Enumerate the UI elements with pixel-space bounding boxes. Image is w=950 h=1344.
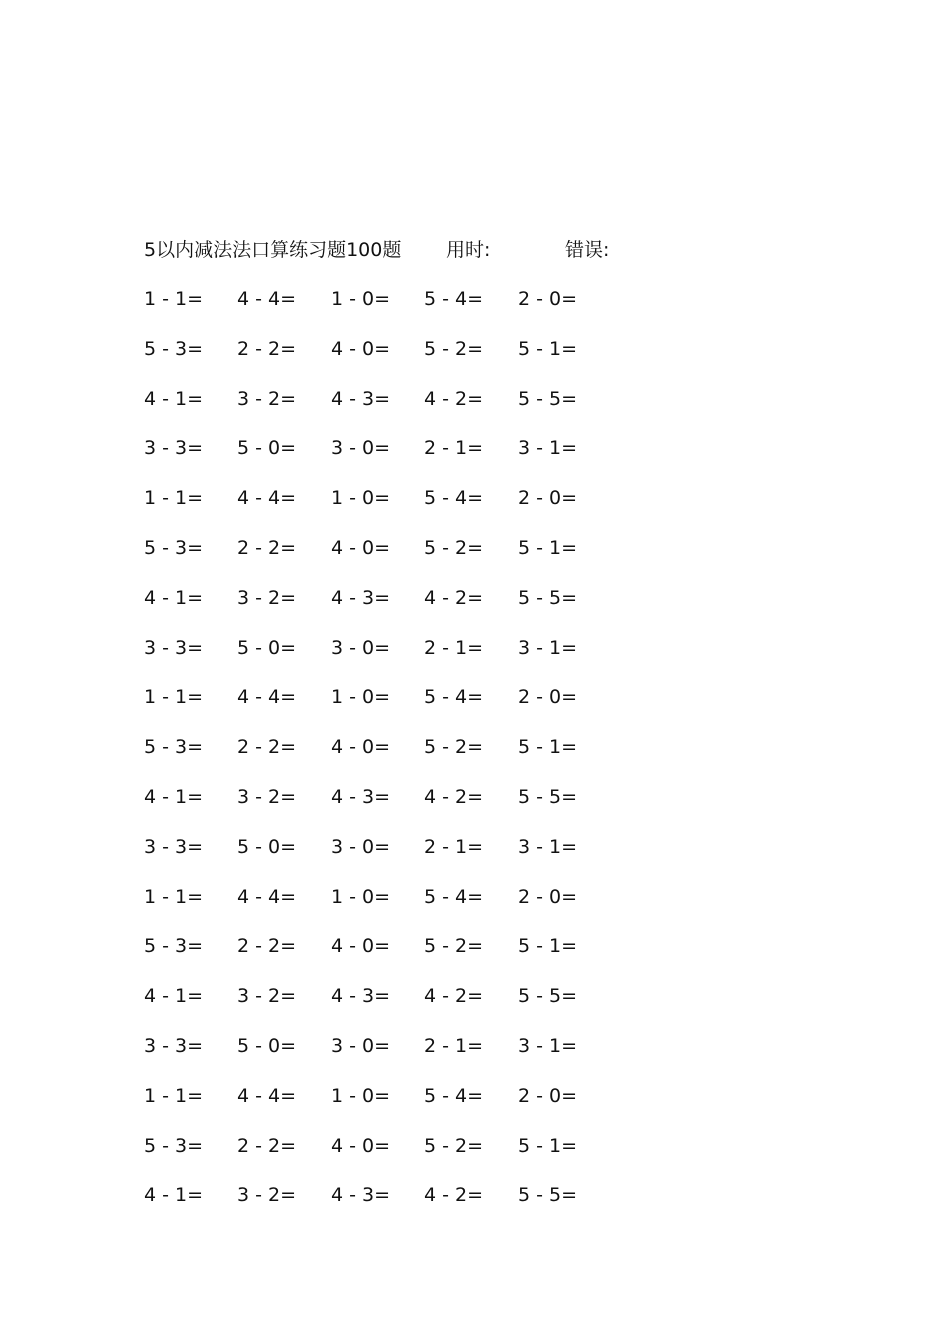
problem-item: 2 - 0=: [518, 1084, 578, 1107]
problem-item: 4 - 1=: [144, 1184, 204, 1207]
problem-item: 4 - 0=: [331, 337, 391, 360]
problem-item: 4 - 3=: [331, 985, 391, 1008]
problem-item: 5 - 4=: [424, 1084, 484, 1107]
problem-item: 5 - 3=: [144, 337, 204, 360]
problem-row: [144, 932, 624, 982]
problem-item: 5 - 1=: [518, 935, 578, 958]
problem-item: 1 - 0=: [331, 686, 391, 709]
problem-row: [144, 1082, 624, 1132]
problem-item: 5 - 2=: [424, 736, 484, 759]
problem-item: 5 - 3=: [144, 536, 204, 559]
problem-item: 1 - 1=: [144, 1084, 204, 1107]
problem-item: 4 - 0=: [331, 935, 391, 958]
problem-row: [144, 833, 624, 883]
problem-item: 2 - 2=: [237, 1134, 297, 1157]
problem-row: [144, 982, 624, 1032]
problem-row: [144, 733, 624, 783]
problem-item: 5 - 4=: [424, 288, 484, 310]
problem-item: 4 - 3=: [331, 1184, 391, 1207]
problem-item: 5 - 1=: [518, 736, 578, 759]
problem-item: 5 - 2=: [424, 935, 484, 958]
problem-grid: [144, 285, 624, 1231]
problem-item: 4 - 0=: [331, 1134, 391, 1157]
problem-row: [144, 584, 624, 634]
problem-item: 2 - 2=: [237, 935, 297, 958]
problem-item: 3 - 2=: [237, 387, 297, 410]
problem-item: 5 - 5=: [518, 1184, 578, 1207]
time-used-label: 用时:: [446, 239, 491, 261]
problem-item: 2 - 2=: [237, 337, 297, 360]
problem-item: 2 - 0=: [518, 487, 578, 510]
problem-item: 3 - 0=: [331, 835, 391, 858]
problem-item: 5 - 3=: [144, 935, 204, 958]
problem-item: 3 - 3=: [144, 835, 204, 858]
problem-item: 1 - 0=: [331, 288, 391, 310]
problem-item: 4 - 4=: [237, 885, 297, 908]
problem-item: 4 - 1=: [144, 785, 204, 808]
problem-item: 3 - 0=: [331, 1034, 391, 1057]
problem-item: 2 - 1=: [424, 835, 484, 858]
problem-row: [144, 335, 624, 385]
problem-item: 3 - 1=: [518, 437, 578, 460]
problem-item: 4 - 4=: [237, 1084, 297, 1107]
problem-item: 5 - 0=: [237, 437, 297, 460]
problem-item: 5 - 4=: [424, 487, 484, 510]
problem-item: 1 - 1=: [144, 686, 204, 709]
worksheet-title: 5以内减法法口算练习题100题: [144, 239, 402, 261]
problem-item: 4 - 3=: [331, 387, 391, 410]
problem-item: 1 - 1=: [144, 885, 204, 908]
problem-item: 5 - 2=: [424, 337, 484, 360]
problem-item: 3 - 2=: [237, 985, 297, 1008]
problem-item: 4 - 1=: [144, 985, 204, 1008]
problem-item: 5 - 2=: [424, 536, 484, 559]
problem-item: 4 - 1=: [144, 387, 204, 410]
problem-row: [144, 385, 624, 435]
problem-row: [144, 434, 624, 484]
problem-item: 2 - 2=: [237, 536, 297, 559]
problem-item: 5 - 5=: [518, 785, 578, 808]
problem-row: [144, 683, 624, 733]
problem-item: 4 - 2=: [424, 586, 484, 609]
problem-item: 4 - 0=: [331, 736, 391, 759]
problem-item: 5 - 2=: [424, 1134, 484, 1157]
problem-item: 3 - 3=: [144, 636, 204, 659]
problem-item: 3 - 2=: [237, 1184, 297, 1207]
problem-item: 4 - 2=: [424, 387, 484, 410]
problem-item: 2 - 0=: [518, 288, 578, 310]
problem-item: 5 - 5=: [518, 387, 578, 410]
problem-item: 1 - 0=: [331, 487, 391, 510]
problem-item: 3 - 0=: [331, 636, 391, 659]
problem-row: [144, 1181, 624, 1231]
problem-item: 5 - 1=: [518, 337, 578, 360]
problem-row: [144, 484, 624, 534]
problem-item: 2 - 1=: [424, 1034, 484, 1057]
problem-item: 3 - 3=: [144, 437, 204, 460]
problem-item: 4 - 2=: [424, 785, 484, 808]
problem-item: 5 - 3=: [144, 736, 204, 759]
problem-item: 4 - 4=: [237, 487, 297, 510]
problem-item: 5 - 0=: [237, 1034, 297, 1057]
problem-item: 1 - 0=: [331, 1084, 391, 1107]
problem-item: 1 - 1=: [144, 487, 204, 510]
problem-item: 4 - 3=: [331, 586, 391, 609]
problem-item: 3 - 3=: [144, 1034, 204, 1057]
problem-item: 5 - 3=: [144, 1134, 204, 1157]
errors-label: 错误:: [565, 239, 610, 261]
problem-item: 3 - 1=: [518, 835, 578, 858]
problem-item: 2 - 0=: [518, 885, 578, 908]
problem-item: 2 - 1=: [424, 437, 484, 460]
problem-item: 5 - 5=: [518, 586, 578, 609]
problem-row: [144, 783, 624, 833]
problem-item: 5 - 5=: [518, 985, 578, 1008]
problem-item: 1 - 0=: [331, 885, 391, 908]
problem-item: 2 - 2=: [237, 736, 297, 759]
problem-item: 3 - 0=: [331, 437, 391, 460]
problem-row: [144, 883, 624, 933]
problem-item: 5 - 0=: [237, 835, 297, 858]
problem-item: 5 - 1=: [518, 1134, 578, 1157]
problem-item: 4 - 4=: [237, 686, 297, 709]
problem-item: 4 - 2=: [424, 1184, 484, 1207]
problem-row: [144, 285, 624, 335]
problem-item: 2 - 1=: [424, 636, 484, 659]
problem-item: 2 - 0=: [518, 686, 578, 709]
problem-item: 4 - 1=: [144, 586, 204, 609]
problem-row: [144, 534, 624, 584]
problem-row: [144, 1032, 624, 1082]
problem-item: 3 - 1=: [518, 1034, 578, 1057]
problem-item: 4 - 4=: [237, 288, 297, 310]
problem-item: 4 - 0=: [331, 536, 391, 559]
problem-item: 3 - 2=: [237, 586, 297, 609]
problem-item: 4 - 2=: [424, 985, 484, 1008]
problem-item: 5 - 0=: [237, 636, 297, 659]
problem-item: 5 - 4=: [424, 686, 484, 709]
problem-row: [144, 634, 624, 684]
problem-item: 5 - 1=: [518, 536, 578, 559]
problem-item: 4 - 3=: [331, 785, 391, 808]
problem-item: 3 - 2=: [237, 785, 297, 808]
problem-item: 5 - 4=: [424, 885, 484, 908]
problem-row: [144, 1132, 624, 1182]
problem-item: 3 - 1=: [518, 636, 578, 659]
problem-item: 1 - 1=: [144, 288, 204, 310]
